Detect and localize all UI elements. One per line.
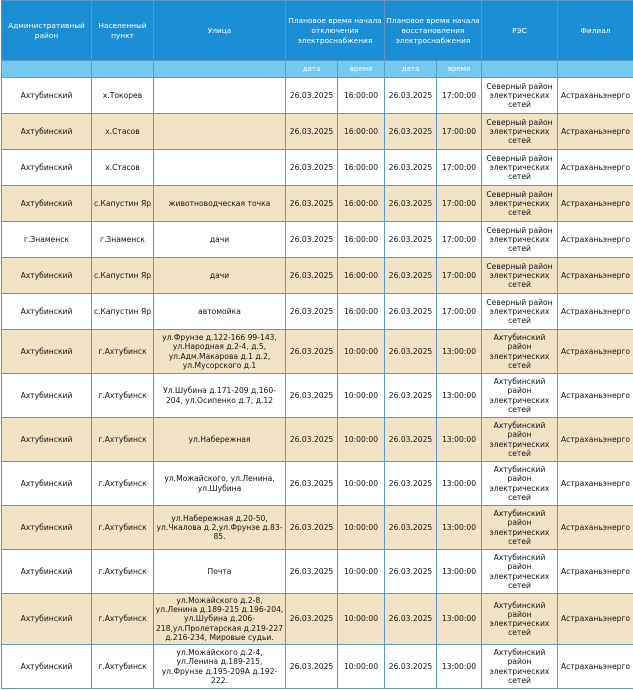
cell-off-time: 16:00:00 <box>338 186 385 222</box>
header-on-time: Плановое время начала восстановления электроснабжения <box>385 1 482 61</box>
cell-branch: Астраханьэнерго <box>558 114 633 150</box>
cell-settlement: х.Стасов <box>92 150 154 186</box>
cell-res: Ахтубинский район электрических сетей <box>482 550 558 594</box>
cell-on-time: 17:00:00 <box>437 186 482 222</box>
header-res: РЭС <box>482 1 558 61</box>
outage-schedule-table <box>1 0 633 689</box>
cell-off-date: 26.03.2025 <box>286 150 338 186</box>
cell-on-date: 26.03.2025 <box>385 550 437 594</box>
cell-settlement: г.Ахтубинск <box>92 594 154 645</box>
cell-street: Почта <box>154 550 286 594</box>
cell-street <box>154 78 286 114</box>
table-row <box>2 294 633 330</box>
cell-street <box>154 114 286 150</box>
cell-on-time: 13:00:00 <box>437 645 482 689</box>
cell-off-time: 10:00:00 <box>338 330 385 374</box>
cell-branch: Астраханьэнерго <box>558 78 633 114</box>
cell-settlement: г.Знаменск <box>92 222 154 258</box>
table-row <box>2 78 633 114</box>
cell-on-time: 13:00:00 <box>437 374 482 418</box>
cell-street: ул.Набережная д.20-50, ул.Чкалова д.2,ул.Фрунзе д.83-85. <box>154 506 286 550</box>
cell-off-time: 10:00:00 <box>338 645 385 689</box>
cell-district: Ахтубинский <box>2 462 92 506</box>
cell-off-time: 16:00:00 <box>338 294 385 330</box>
cell-on-time: 13:00:00 <box>437 462 482 506</box>
cell-street <box>154 150 286 186</box>
cell-street: ул.Фрунзе д.122-166 99-143, ул.Народная д.2-4, д.5, ул.Адм.Макарова д.1 д.2, ул.Мусорского д.1 <box>154 330 286 374</box>
cell-on-time: 17:00:00 <box>437 150 482 186</box>
cell-district: Ахтубинский <box>2 506 92 550</box>
cell-off-date: 26.03.2025 <box>286 506 338 550</box>
cell-on-date: 26.03.2025 <box>385 222 437 258</box>
table-row <box>2 506 633 550</box>
cell-off-time: 16:00:00 <box>338 258 385 294</box>
cell-settlement: с.Капустин Яр <box>92 186 154 222</box>
table-row <box>2 186 633 222</box>
cell-street: дачи <box>154 222 286 258</box>
cell-on-time: 13:00:00 <box>437 330 482 374</box>
cell-settlement: г.Ахтубинск <box>92 462 154 506</box>
cell-off-time: 10:00:00 <box>338 506 385 550</box>
cell-on-time: 13:00:00 <box>437 506 482 550</box>
cell-district: Ахтубинский <box>2 294 92 330</box>
cell-off-date: 26.03.2025 <box>286 258 338 294</box>
cell-district: Ахтубинский <box>2 114 92 150</box>
cell-on-date: 26.03.2025 <box>385 418 437 462</box>
cell-res: Ахтубинский район электрических сетей <box>482 594 558 645</box>
cell-street: автомойка <box>154 294 286 330</box>
cell-street: животноводческая точка <box>154 186 286 222</box>
cell-off-time: 16:00:00 <box>338 78 385 114</box>
cell-on-date: 26.03.2025 <box>385 114 437 150</box>
cell-on-date: 26.03.2025 <box>385 150 437 186</box>
cell-street: Ул.Шубина д.171-209 д.160-204, ул.Осипенко д.7, д.12 <box>154 374 286 418</box>
cell-res: Ахтубинский район электрических сетей <box>482 330 558 374</box>
cell-off-date: 26.03.2025 <box>286 114 338 150</box>
cell-district: Ахтубинский <box>2 186 92 222</box>
cell-branch: Астраханьэнерго <box>558 294 633 330</box>
cell-off-time: 10:00:00 <box>338 550 385 594</box>
cell-on-time: 17:00:00 <box>437 294 482 330</box>
cell-settlement: г.Ахтубинск <box>92 418 154 462</box>
cell-street: ул.Набережная <box>154 418 286 462</box>
cell-on-time: 17:00:00 <box>437 114 482 150</box>
table-row <box>2 374 633 418</box>
cell-district: Ахтубинский <box>2 330 92 374</box>
cell-branch: Астраханьэнерго <box>558 330 633 374</box>
subheader-on-date: дата <box>385 61 437 78</box>
subheader-row <box>2 61 633 78</box>
cell-settlement: х.Токорев <box>92 78 154 114</box>
table-row <box>2 594 633 645</box>
cell-res: Северный район электрических сетей <box>482 150 558 186</box>
cell-street: дачи <box>154 258 286 294</box>
cell-off-date: 26.03.2025 <box>286 418 338 462</box>
cell-branch: Астраханьэнерго <box>558 594 633 645</box>
table-row <box>2 550 633 594</box>
cell-branch: Астраханьэнерго <box>558 186 633 222</box>
cell-on-date: 26.03.2025 <box>385 258 437 294</box>
cell-off-date: 26.03.2025 <box>286 645 338 689</box>
table-row <box>2 150 633 186</box>
cell-on-date: 26.03.2025 <box>385 78 437 114</box>
cell-off-time: 16:00:00 <box>338 222 385 258</box>
table-row <box>2 645 633 689</box>
cell-district: Ахтубинский <box>2 645 92 689</box>
header-district: Административный район <box>2 1 92 61</box>
cell-district: Ахтубинский <box>2 258 92 294</box>
cell-settlement: с.Капустин Яр <box>92 258 154 294</box>
cell-district: Ахтубинский <box>2 418 92 462</box>
header-off-time: Плановое время начала отключения электроснабжения <box>286 1 385 61</box>
cell-res: Ахтубинский район электрических сетей <box>482 506 558 550</box>
cell-on-time: 13:00:00 <box>437 550 482 594</box>
table-header <box>2 1 633 78</box>
cell-on-time: 17:00:00 <box>437 258 482 294</box>
cell-off-date: 26.03.2025 <box>286 594 338 645</box>
cell-branch: Астраханьэнерго <box>558 645 633 689</box>
cell-res: Ахтубинский район электрических сетей <box>482 374 558 418</box>
cell-on-time: 17:00:00 <box>437 222 482 258</box>
cell-off-date: 26.03.2025 <box>286 186 338 222</box>
cell-settlement: х.Стасов <box>92 114 154 150</box>
cell-off-time: 16:00:00 <box>338 114 385 150</box>
cell-settlement: г.Ахтубинск <box>92 550 154 594</box>
cell-off-date: 26.03.2025 <box>286 78 338 114</box>
header-street: Улица <box>154 1 286 61</box>
cell-off-date: 26.03.2025 <box>286 462 338 506</box>
cell-on-date: 26.03.2025 <box>385 462 437 506</box>
cell-res: Северный район электрических сетей <box>482 114 558 150</box>
subheader-off-date: дата <box>286 61 338 78</box>
header-branch: Филиал <box>558 1 633 61</box>
cell-on-date: 26.03.2025 <box>385 186 437 222</box>
cell-street: ул.Можайского, ул.Ленина, ул.Шубина <box>154 462 286 506</box>
cell-settlement: г.Ахтубинск <box>92 645 154 689</box>
cell-street: ул.Можайского д.2-4, ул.Ленина д.189-215, ул.Фрунзе д.195-209А д.192-222. <box>154 645 286 689</box>
table-row <box>2 418 633 462</box>
cell-on-time: 13:00:00 <box>437 594 482 645</box>
table-row <box>2 258 633 294</box>
cell-res: Ахтубинский район электрических сетей <box>482 418 558 462</box>
cell-settlement: г.Ахтубинск <box>92 374 154 418</box>
cell-off-date: 26.03.2025 <box>286 294 338 330</box>
cell-on-date: 26.03.2025 <box>385 330 437 374</box>
cell-off-date: 26.03.2025 <box>286 550 338 594</box>
cell-district: Ахтубинский <box>2 550 92 594</box>
table-row <box>2 114 633 150</box>
cell-res: Северный район электрических сетей <box>482 258 558 294</box>
cell-branch: Астраханьэнерго <box>558 374 633 418</box>
cell-on-date: 26.03.2025 <box>385 294 437 330</box>
cell-district: Ахтубинский <box>2 150 92 186</box>
cell-settlement: г.Ахтубинск <box>92 330 154 374</box>
cell-res: Северный район электрических сетей <box>482 186 558 222</box>
cell-res: Северный район электрических сетей <box>482 78 558 114</box>
table-row <box>2 462 633 506</box>
cell-res: Северный район электрических сетей <box>482 222 558 258</box>
cell-res: Ахтубинский район электрических сетей <box>482 645 558 689</box>
cell-branch: Астраханьэнерго <box>558 418 633 462</box>
cell-district: Ахтубинский <box>2 78 92 114</box>
cell-on-date: 26.03.2025 <box>385 374 437 418</box>
cell-branch: Астраханьэнерго <box>558 150 633 186</box>
cell-on-time: 17:00:00 <box>437 78 482 114</box>
cell-branch: Астраханьэнерго <box>558 222 633 258</box>
cell-off-time: 16:00:00 <box>338 150 385 186</box>
cell-branch: Астраханьэнерго <box>558 550 633 594</box>
subheader-off-time: время <box>338 61 385 78</box>
cell-res: Ахтубинский район электрических сетей <box>482 462 558 506</box>
cell-off-time: 10:00:00 <box>338 374 385 418</box>
cell-branch: Астраханьэнерго <box>558 462 633 506</box>
header-settlement: Населенный пункт <box>92 1 154 61</box>
subheader-on-time: время <box>437 61 482 78</box>
cell-branch: Астраханьэнерго <box>558 506 633 550</box>
cell-branch: Астраханьэнерго <box>558 258 633 294</box>
cell-settlement: с.Капустин Яр <box>92 294 154 330</box>
cell-district: Ахтубинский <box>2 374 92 418</box>
cell-off-date: 26.03.2025 <box>286 330 338 374</box>
cell-settlement: г.Ахтубинск <box>92 506 154 550</box>
cell-district: г.Знаменск <box>2 222 92 258</box>
cell-on-time: 13:00:00 <box>437 418 482 462</box>
cell-off-time: 10:00:00 <box>338 462 385 506</box>
cell-off-date: 26.03.2025 <box>286 374 338 418</box>
cell-district: Ахтубинский <box>2 594 92 645</box>
cell-res: Северный район электрических сетей <box>482 294 558 330</box>
cell-on-date: 26.03.2025 <box>385 645 437 689</box>
cell-off-time: 10:00:00 <box>338 594 385 645</box>
cell-off-date: 26.03.2025 <box>286 222 338 258</box>
cell-on-date: 26.03.2025 <box>385 594 437 645</box>
table-body <box>2 78 633 689</box>
table-row <box>2 222 633 258</box>
table-row <box>2 330 633 374</box>
cell-on-date: 26.03.2025 <box>385 506 437 550</box>
cell-street: ул.Можайского д.2-8, ул.Ленина д.189-215 д.196-204, ул.Шубина д.206-218,ул.Пролетарская д.219-227 д.216-234, Мировые судьи. <box>154 594 286 645</box>
cell-off-time: 10:00:00 <box>338 418 385 462</box>
